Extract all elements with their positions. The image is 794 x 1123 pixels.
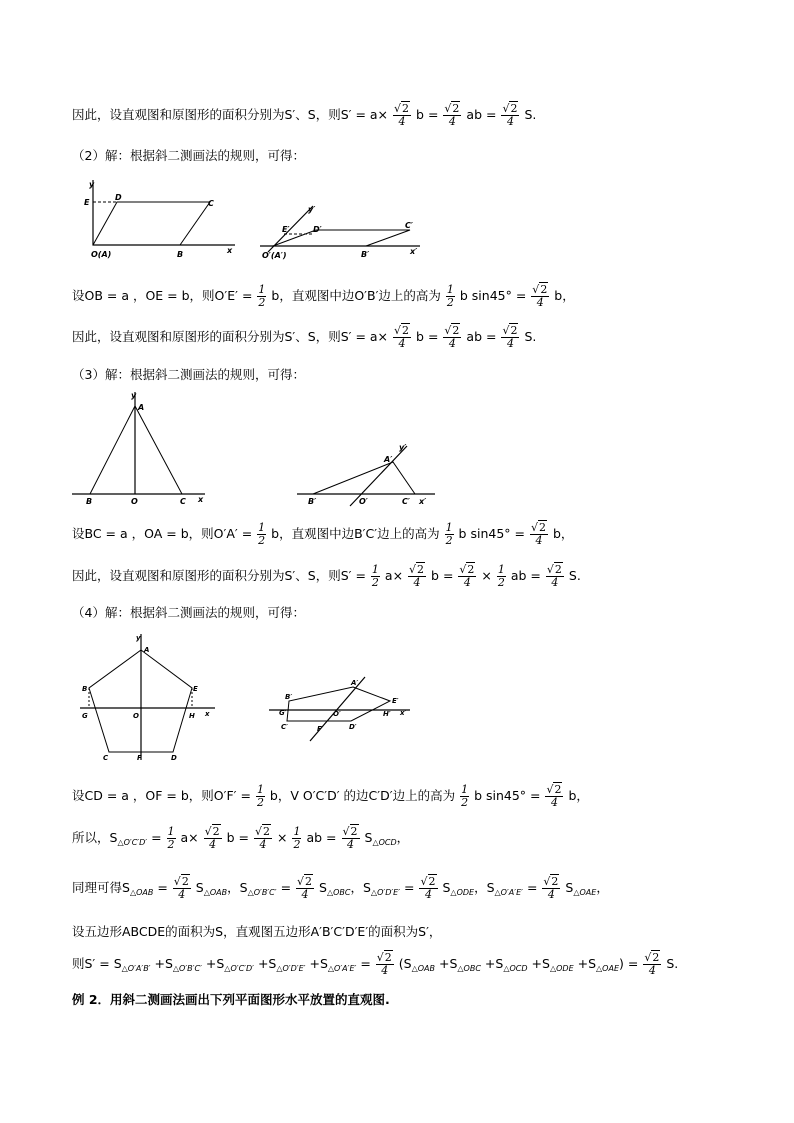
text: S. [568,568,581,583]
fig-label: C′ [281,723,288,731]
fig-label: x [198,495,204,504]
fig-label: E′ [392,697,399,705]
fig-label: x [227,246,233,255]
fig-label: x′ [410,247,418,256]
fraction: $\frac{√2}{4}$ [255,825,271,851]
text: b = [416,329,439,344]
text: b， [552,526,574,541]
text: b = [431,568,454,583]
fraction: $\frac{1}{2}$ [446,283,454,309]
figure-2-intuitive [258,200,423,265]
line-5 [72,564,581,589]
fig-label: D′ [313,225,322,234]
fraction: $\frac{√2}{4}$ [444,324,460,350]
text: 设CD = a ，OF = b，则O′F′ = [72,788,251,803]
fig-label: O′(A′) [262,251,287,260]
fig-label: C [208,199,214,208]
text: ab = [510,568,541,583]
line-3 [72,325,536,350]
fig-label: O(A) [91,250,112,259]
text: × [481,568,492,583]
subscript: △OAB [411,964,435,973]
line-10: 则$S' = S_{\triangle O'A'B'} +S_{\triangle O'B'C'} +S_{\triangle O'C'D'} +S_{\triangle O'D'E'} +S_{\triangle O'A'E'}$ = $\frac{√2}{4}$ $(S_{\triangle OAB} +S_{\triangle OBC} +S_{\triangle OCD} +S_{\triangle ODE} +S_{\triangle OAE})$ = $\frac{√2}{4}$ S. [72,951,679,977]
text: 因此，设直观图和原图形的面积分别为S′、S，则S′ = [72,568,366,583]
fraction: $\frac{√2}{4}$ [546,563,562,589]
text: b， [568,788,589,803]
fig-label: x [205,710,210,718]
fig-label: B [177,250,184,259]
subscript: △O′B′C′ [172,964,202,973]
line-6 [72,784,589,809]
subscript: △O′D′E′ [276,964,306,973]
fig-label: A′ [384,455,393,464]
fig-label: F [137,754,142,762]
subscript: △O′A′B′ [121,964,151,973]
fig-label: B [82,685,88,693]
fraction: $\frac{1}{2}$ [167,825,175,851]
subscript: △ODE [549,964,574,973]
fig-label: y′ [308,205,316,214]
subscript: △OCD [503,964,528,973]
text: 同理可得S [72,880,130,895]
text: ab = [306,830,337,845]
fig-label: F′ [317,725,324,733]
fig-label: D [171,754,177,762]
fraction: $\frac{1}{2}$ [258,283,266,309]
fig-label: O′ [333,710,341,718]
fig-label: C [180,497,186,506]
subscript: △OBC [457,964,481,973]
fig-label: E [84,198,90,207]
example-2-heading: 例 2．用斜二测画法画出下列平面图形水平放置的直观图. [72,992,390,1007]
fig-label: D′ [349,723,357,731]
text: ab = [466,329,497,344]
fig-label: A′ [351,679,359,687]
figure-3-original [70,388,210,508]
subscript: △OAE [596,964,620,973]
text: b，V O′C′D′ 的边C′D′边上的高为 [269,788,456,803]
line-7: 所以，$S_{\triangle O'C'D'}$ = $\frac{1}{2}$ a× $\frac{√2}{4}$ b = $\frac{√2}{4}$ × $\frac{1}{2}$ ab = $\frac{√2}{4}$ $S_{\triangle OCD}$， [72,825,410,851]
fraction: $\frac{1}{2}$ [371,563,379,589]
fig-label: O [133,712,139,720]
text: b，直观图中边O′B′边上的高为 [271,288,441,303]
subscript: △OAE [573,888,597,897]
fig-label: y′ [399,443,407,452]
figure-4-intuitive [265,675,415,745]
fraction: $\frac{√2}{4}$ [459,563,475,589]
text: 设OB = a ，OE = b，则O′E′ = [72,288,253,303]
fraction: $\frac{√2}{4}$ [394,324,410,350]
fig-label: O [131,497,138,506]
text: b sin45° = [459,288,527,303]
fig-label: C [103,754,109,762]
subscript: △OAB [129,888,154,897]
fig-label: G [82,712,88,720]
subscript: △O′A′E′ [327,964,357,973]
fraction: $\frac{√2}{4}$ [546,783,562,809]
fraction: $\frac{√2}{4}$ [502,324,518,350]
subscript: △OAB [203,888,228,897]
subscript: △O′C′D′ [224,964,254,973]
fig-label: C′ [402,497,410,506]
fig-label: B [86,497,93,506]
part-4-heading: （4）解：根据斜二测画法的规则，可得： [72,605,305,620]
text: S. [666,956,679,971]
fraction: $\frac{√2}{4}$ [376,951,392,977]
fraction: $\frac{√2}{4}$ [532,283,548,309]
fig-label: O′ [359,497,368,506]
text: b sin45° = [474,788,541,803]
subscript: △O′B′C′ [247,888,277,897]
line-8: 同理可得$S_{\triangle OAB}$ = $\frac{√2}{4}$ $S_{\triangle OAB}$，$S_{\triangle O'B'C'}$ = $\frac{√2}{4}$ $S_{\triangle OBC}$，$S_{\triangle O'D'E'}$ = $\frac{√2}{4}$ $S_{\triangle ODE}$，$S_{\triangle O'A'E'}$ = $\frac{√2}{4}$ $S_{\triangle OAE}$， [72,875,609,901]
fraction: $\frac{1}{2}$ [497,563,505,589]
figure-4-original [75,630,220,765]
fig-label: B′ [308,497,317,506]
figure-2-original [75,175,240,265]
text: a× [384,568,404,583]
fraction: $\frac{1}{2}$ [461,783,469,809]
text: 所以，S [72,830,118,845]
fraction: $\frac{√2}{4}$ [342,825,358,851]
fraction: $\frac{1}{2}$ [258,521,266,547]
subscript: △O′D′E′ [370,888,401,897]
fig-label: y [89,180,95,189]
subscript: △OBC [326,888,351,897]
fraction: $\frac{√2}{4}$ [502,102,518,128]
subscript: △O′A′E′ [494,888,523,897]
subscript: △O′C′D′ [117,838,148,847]
fig-label: H [189,712,195,720]
text: S. [524,107,537,122]
fig-label: C′ [405,221,413,230]
fraction: $\frac{√2}{4}$ [644,951,660,977]
text: b sin45° = [458,526,525,541]
text: 因此，设直观图和原图形的面积分别为S′、S，则S′ = a× [72,107,389,122]
fig-label: y [136,634,141,642]
fraction: $\frac{√2}{4}$ [409,563,425,589]
fig-label: B′ [285,693,293,701]
fraction: $\frac{√2}{4}$ [420,875,436,901]
line-9: 设五边形ABCDE的面积为S，直观图五边形A′B′C′D′E′的面积为S′， [72,924,442,939]
fig-label: G′ [279,709,287,717]
text: 设BC = a ，OA = b，则O′A′ = [72,526,253,541]
fig-label: x′ [419,497,427,506]
text: b，直观图中边B′C′边上的高为 [271,526,440,541]
fig-label: B′ [361,250,370,259]
text: S. [524,329,537,344]
fraction: $\frac{√2}{4}$ [297,875,313,901]
text: b = [416,107,439,122]
text: 则S′ = S [72,956,122,971]
figure-3-intuitive [295,440,440,510]
line-1 [72,103,536,128]
text: b， [554,288,575,303]
text: × [277,830,288,845]
text: a× [180,830,199,845]
fig-label: y [131,391,137,400]
fraction: $\frac{1}{2}$ [256,783,264,809]
fig-label: A [138,403,145,412]
subscript: △ODE [450,888,475,897]
part-3-heading: （3）解：根据斜二测画法的规则，可得： [72,367,305,382]
line-4 [72,522,573,547]
fraction: $\frac{√2}{4}$ [444,102,460,128]
text: b = [226,830,250,845]
subscript: △OCD [372,838,397,847]
fig-label: E [193,685,198,693]
text: 因此，设直观图和原图形的面积分别为S′、S，则S′ = a× [72,329,389,344]
fraction: $\frac{1}{2}$ [445,521,453,547]
fig-label: H′ [383,710,391,718]
fraction: $\frac{√2}{4}$ [543,875,559,901]
fraction: $\frac{√2}{4}$ [173,875,189,901]
fraction: $\frac{√2}{4}$ [204,825,220,851]
fraction: $\frac{√2}{4}$ [394,102,410,128]
fig-label: x′ [400,709,407,717]
text: ab = [466,107,497,122]
line-2 [72,284,575,309]
fig-label: A [144,646,150,654]
fig-label: D [115,193,122,202]
fraction: $\frac{1}{2}$ [293,825,301,851]
fig-label: E′ [282,225,290,234]
fraction: $\frac{√2}{4}$ [530,521,546,547]
part-2-heading: （2）解：根据斜二测画法的规则，可得： [72,148,305,163]
